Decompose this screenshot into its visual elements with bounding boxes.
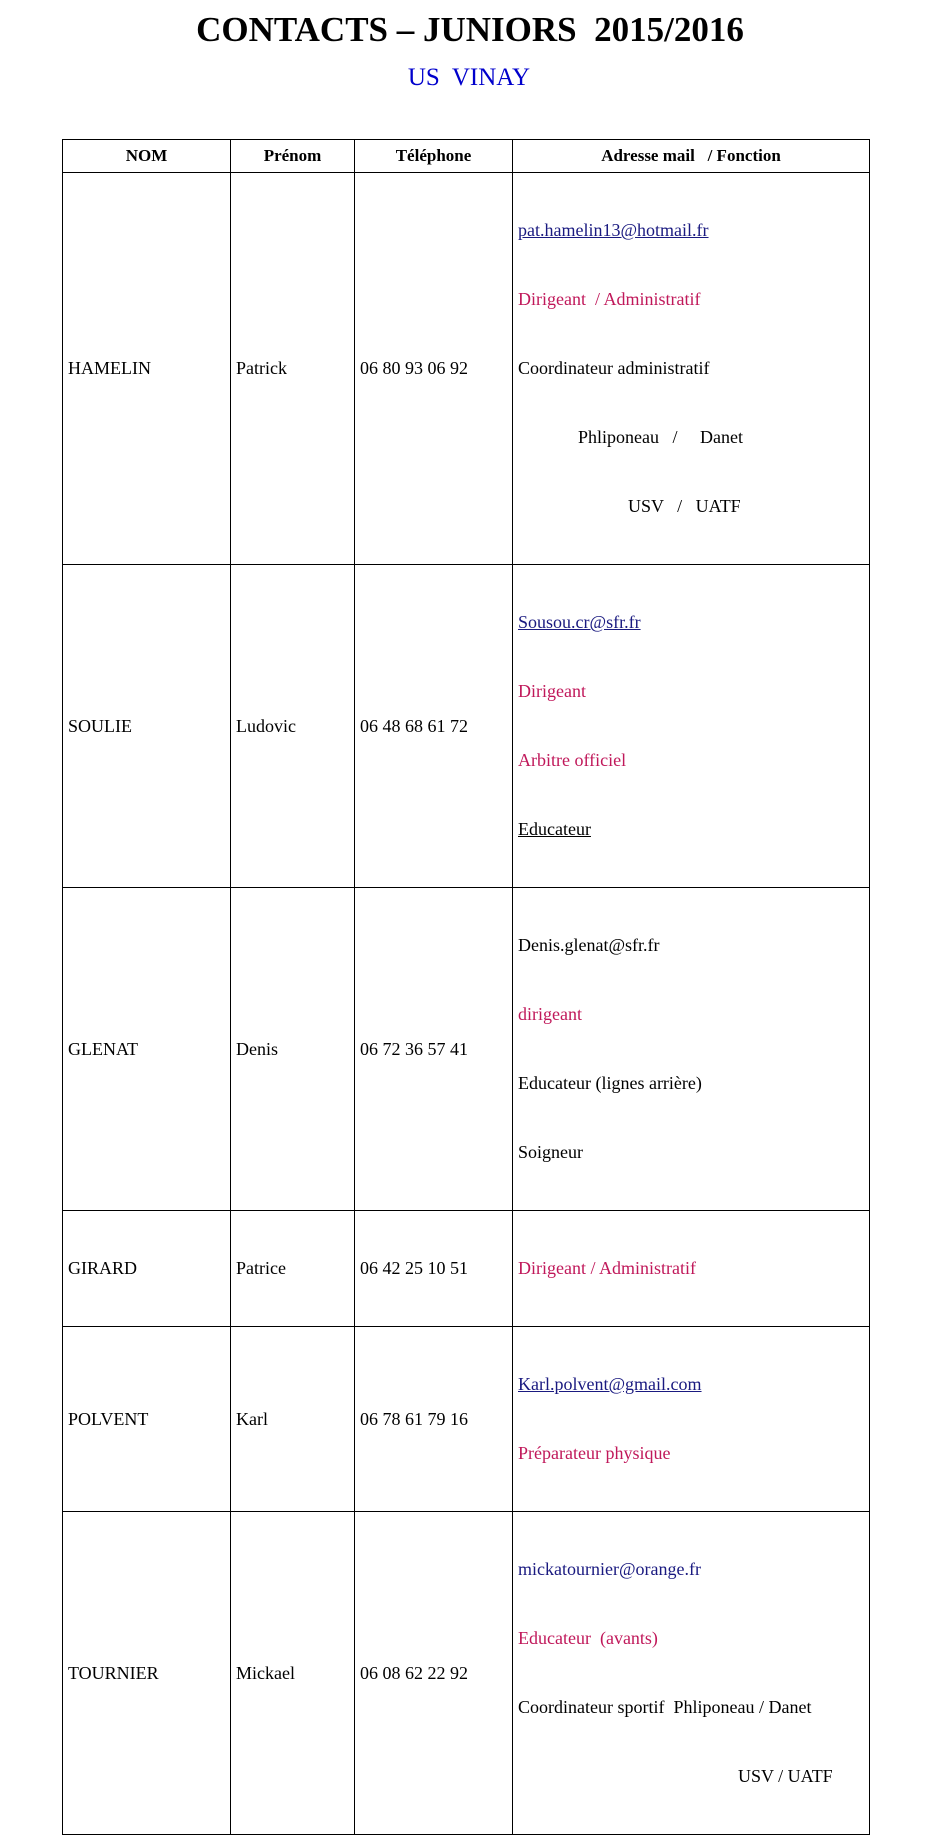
cell-telephone: 06 78 61 79 16: [355, 1327, 513, 1512]
cell-mail-fonction: [513, 1512, 870, 1835]
cell-mail-fonction: [513, 173, 870, 565]
fonction-line: Educateur (avants): [518, 1628, 658, 1648]
email-link[interactable]: pat.hamelin13@hotmail.fr: [518, 220, 709, 240]
cell-nom: GLENAT: [63, 888, 231, 1211]
table-row: [63, 1512, 870, 1835]
cell-nom: HAMELIN: [63, 173, 231, 565]
cell-mail-fonction: [513, 565, 870, 888]
fonction-line: Coordinateur administratif: [518, 358, 710, 378]
fonction-line: Préparateur physique: [518, 1443, 671, 1463]
page-title: CONTACTS – JUNIORS 2015/2016: [196, 10, 744, 49]
cell-prenom: Karl: [231, 1327, 355, 1512]
header-telephone: Téléphone: [355, 140, 513, 173]
cell-prenom: Ludovic: [231, 565, 355, 888]
fonction-line: Arbitre officiel: [518, 750, 627, 770]
table-row: [63, 888, 870, 1211]
fonction-line: Phliponeau / Danet: [578, 427, 743, 447]
cell-mail-fonction: [513, 1211, 870, 1327]
fonction-line: Educateur: [518, 819, 591, 839]
cell-telephone: 06 80 93 06 92: [355, 173, 513, 565]
cell-prenom: Patrice: [231, 1211, 355, 1327]
fonction-line: Dirigeant: [518, 681, 586, 701]
cell-prenom: Mickael: [231, 1512, 355, 1835]
fonction-line: Educateur (lignes arrière): [518, 1073, 702, 1093]
club-name: US VINAY: [407, 64, 531, 91]
table-row: [63, 1327, 870, 1512]
cell-nom: TOURNIER: [63, 1512, 231, 1835]
fonction-line: USV / UATF: [628, 496, 741, 516]
cell-telephone: 06 48 68 61 72: [355, 565, 513, 888]
cell-nom: POLVENT: [63, 1327, 231, 1512]
fonction-line: USV / UATF: [738, 1766, 833, 1786]
header-prenom: Prénom: [231, 140, 355, 173]
contacts-table: [62, 139, 870, 1835]
fonction-line: dirigeant: [518, 1004, 582, 1024]
header-mail-fonction: Adresse mail / Fonction: [513, 140, 870, 173]
cell-telephone: 06 08 62 22 92: [355, 1512, 513, 1835]
cell-telephone: 06 42 25 10 51: [355, 1211, 513, 1327]
cell-prenom: Patrick: [231, 173, 355, 565]
fonction-line: Dirigeant / Administratif: [518, 1258, 696, 1278]
cell-prenom: Denis: [231, 888, 355, 1211]
fonction-line: Coordinateur sportif Phliponeau / Danet: [518, 1697, 812, 1717]
email-text: Denis.glenat@sfr.fr: [518, 935, 660, 955]
cell-mail-fonction: [513, 1327, 870, 1512]
cell-nom: GIRARD: [63, 1211, 231, 1327]
header-nom: NOM: [63, 140, 231, 173]
table-row: [63, 565, 870, 888]
email-text: mickatournier@orange.fr: [518, 1559, 701, 1579]
fonction-line: Soigneur: [518, 1142, 583, 1162]
cell-nom: SOULIE: [63, 565, 231, 888]
cell-telephone: 06 72 36 57 41: [355, 888, 513, 1211]
cell-mail-fonction: [513, 888, 870, 1211]
email-link[interactable]: Karl.polvent@gmail.com: [518, 1374, 702, 1394]
table-row: [63, 1211, 870, 1327]
table-header-row: [63, 140, 870, 173]
table-row: [63, 173, 870, 565]
fonction-line: Dirigeant / Administratif: [518, 289, 701, 309]
email-link[interactable]: Sousou.cr@sfr.fr: [518, 612, 641, 632]
